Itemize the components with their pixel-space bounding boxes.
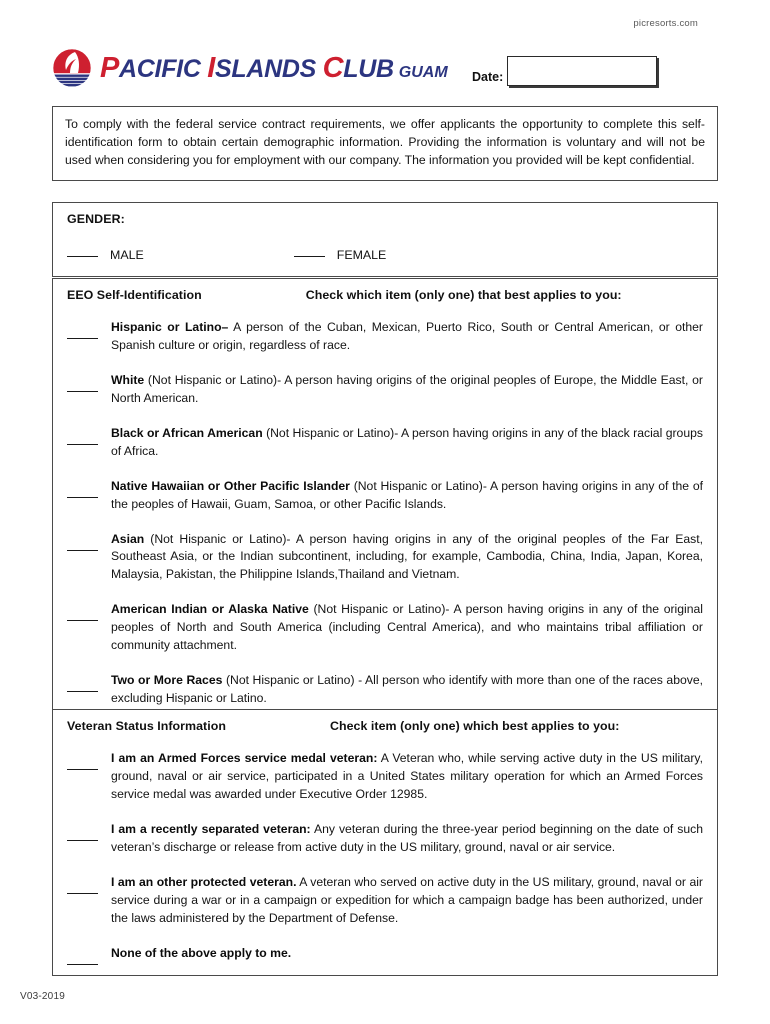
gender-option-male[interactable] [67,248,144,262]
form-version: V03-2019 [20,991,65,1002]
eeo-asian-text [111,531,703,585]
eeo-item-hispanic-or-latino[interactable] [67,319,703,355]
eeo-item-white[interactable] [67,372,703,408]
eeo-hispanic-text [111,319,703,355]
veteran-none-text [111,945,703,964]
date-field-group [472,56,657,86]
eeo-american-indian-blank[interactable] [67,601,111,655]
eeo-asian-blank[interactable] [67,531,111,585]
eeo-hispanic-blank[interactable] [67,319,111,355]
veteran-other-protected-text [111,874,703,928]
eeo-title: EEO Self-Identification [67,288,202,302]
eeo-two-or-more-text [111,672,703,708]
veteran-recently-separated-text [111,821,703,857]
eeo-asian-label: Asian [111,531,145,546]
eeo-two-or-more-blank[interactable] [67,672,111,708]
veteran-item-armed-forces-service-medal[interactable] [67,750,703,804]
brand-p: P [100,51,120,84]
eeo-asian-desc: (Not Hispanic or Latino)- A person having origins in any of the original peoples of the Far East, Southeast Asia, or the Indian subcontinent, including, for example, Cambodia, China, India, Japan, Korea, Malaysia, Pakistan, the Philippine Islands,Thailand and Vietnam. [111,531,703,582]
eeo-hispanic-label: Hispanic or Latino– [111,320,229,334]
gender-female-blank[interactable] [294,256,325,257]
eeo-hawaiian-blank[interactable] [67,478,111,514]
gender-female-label: FEMALE [336,248,387,262]
brand-lub: LUB [343,54,394,83]
date-input[interactable] [507,56,657,86]
eeo-american-indian-label: American Indian or Alaska Native [111,602,309,617]
veteran-panel [52,709,718,976]
veteran-armed-forces-desc: A Veteran who, while serving active duty in the US military, ground, naval or air service, participated in a United States military operation for which an Armed Forces service medal was awarded under Executive Order 12985. [111,751,703,801]
eeo-black-blank[interactable] [67,425,111,461]
brand-slands: SLANDS [215,54,316,83]
brand-location: GUAM [398,63,448,81]
eeo-black-text [111,425,703,461]
eeo-hawaiian-text [111,478,703,514]
eeo-item-asian[interactable] [67,531,703,585]
veteran-header [67,719,703,733]
eeo-american-indian-desc: (Not Hispanic or Latino)- A person having origins in any of the original peoples of North and South America (including Central America), and who maintains tribal affiliation or community attachment. [111,602,703,653]
veteran-item-other-protected[interactable] [67,874,703,928]
gender-title: GENDER: [67,212,125,226]
eeo-american-indian-text [111,601,703,655]
eeo-white-label: White [111,372,145,387]
veteran-title: Veteran Status Information [67,719,226,733]
brand-acific: ACIFIC [119,54,201,83]
veteran-recently-separated-blank[interactable] [67,821,111,857]
veteran-armed-forces-label: I am an Armed Forces service medal veteran: [111,751,378,765]
intro-panel [52,106,718,181]
eeo-black-desc: (Not Hispanic or Latino)- A person having origins in any of the black racial groups of Africa. [111,425,703,458]
veteran-armed-forces-blank[interactable] [67,750,111,804]
veteran-instruction: Check item (only one) which best applies to you: [329,719,620,733]
eeo-item-native-hawaiian-or-other-pacific-islander[interactable] [67,478,703,514]
eeo-white-blank[interactable] [67,372,111,408]
eeo-white-text [111,372,703,408]
veteran-other-protected-desc: A veteran who served on active duty in the US military, ground, naval or air service during a war or in a campaign or expedition for which a campaign badge has been authorized, under the laws administered by the Department of Defense. [111,874,703,925]
veteran-none-blank[interactable] [67,945,111,964]
eeo-instruction: Check which item (only one) that best applies to you: [305,288,622,302]
gender-options [67,248,703,262]
site-watermark: picresorts.com [633,18,698,29]
brand-wordmark [100,51,448,84]
gender-panel [52,202,718,277]
eeo-white-desc: (Not Hispanic or Latino)- A person having origins of the original peoples of Europe, the Middle East, or North American. [111,372,703,405]
eeo-panel [52,278,718,721]
eeo-hawaiian-desc: (Not Hispanic or Latino)- A person having origins in any of the of the peoples of Hawaii, Guam, Samoa, or other Pacific Islands. [111,478,703,511]
veteran-none-label: None of the above apply to me. [111,945,292,960]
gender-male-label: MALE [110,248,144,262]
pacific-islands-club-emblem-icon [52,47,92,89]
veteran-item-none-of-the-above[interactable] [67,945,703,964]
eeo-hawaiian-label: Native Hawaiian or Other Pacific Islander [111,478,350,493]
eeo-two-or-more-label: Two or More Races [111,673,223,688]
intro-text: To comply with the federal service contract requirements, we offer applicants the opportunity to complete this self-identification form to obtain certain demographic information. Providing the information is voluntary and will not be used when considering you for employment with our company. The information you provided will be kept confidential. [65,117,705,167]
veteran-armed-forces-text [111,750,703,804]
veteran-item-recently-separated[interactable] [67,821,703,857]
veteran-other-protected-blank[interactable] [67,874,111,928]
eeo-hispanic-desc: A person of the Cuban, Mexican, Puerto Rico, South or Central American, or other Spanish culture or origin, regardless of race. [111,320,703,352]
brand-c: C [322,51,344,84]
gender-option-female[interactable] [294,248,387,262]
brand-i: I [207,51,215,84]
eeo-item-american-indian-or-alaska-native[interactable] [67,601,703,655]
eeo-item-two-or-more-races[interactable] [67,672,703,708]
veteran-other-protected-label: I am an other protected veteran. [111,874,297,889]
eeo-two-or-more-desc: (Not Hispanic or Latino) - All person who identify with more than one of the races above, excluding Hispanic or Latino. [111,673,704,706]
date-label: Date: [472,70,504,84]
eeo-black-label: Black or African American [111,425,263,440]
veteran-recently-separated-label: I am a recently separated veteran: [111,821,311,836]
eeo-header [67,288,703,302]
eeo-item-black-or-african-american[interactable] [67,425,703,461]
gender-male-blank[interactable] [67,256,98,257]
veteran-recently-separated-desc: Any veteran during the three-year period beginning on the date of such veteran’s discharge or release from active duty in the US military, ground, naval or air service. [111,821,703,854]
